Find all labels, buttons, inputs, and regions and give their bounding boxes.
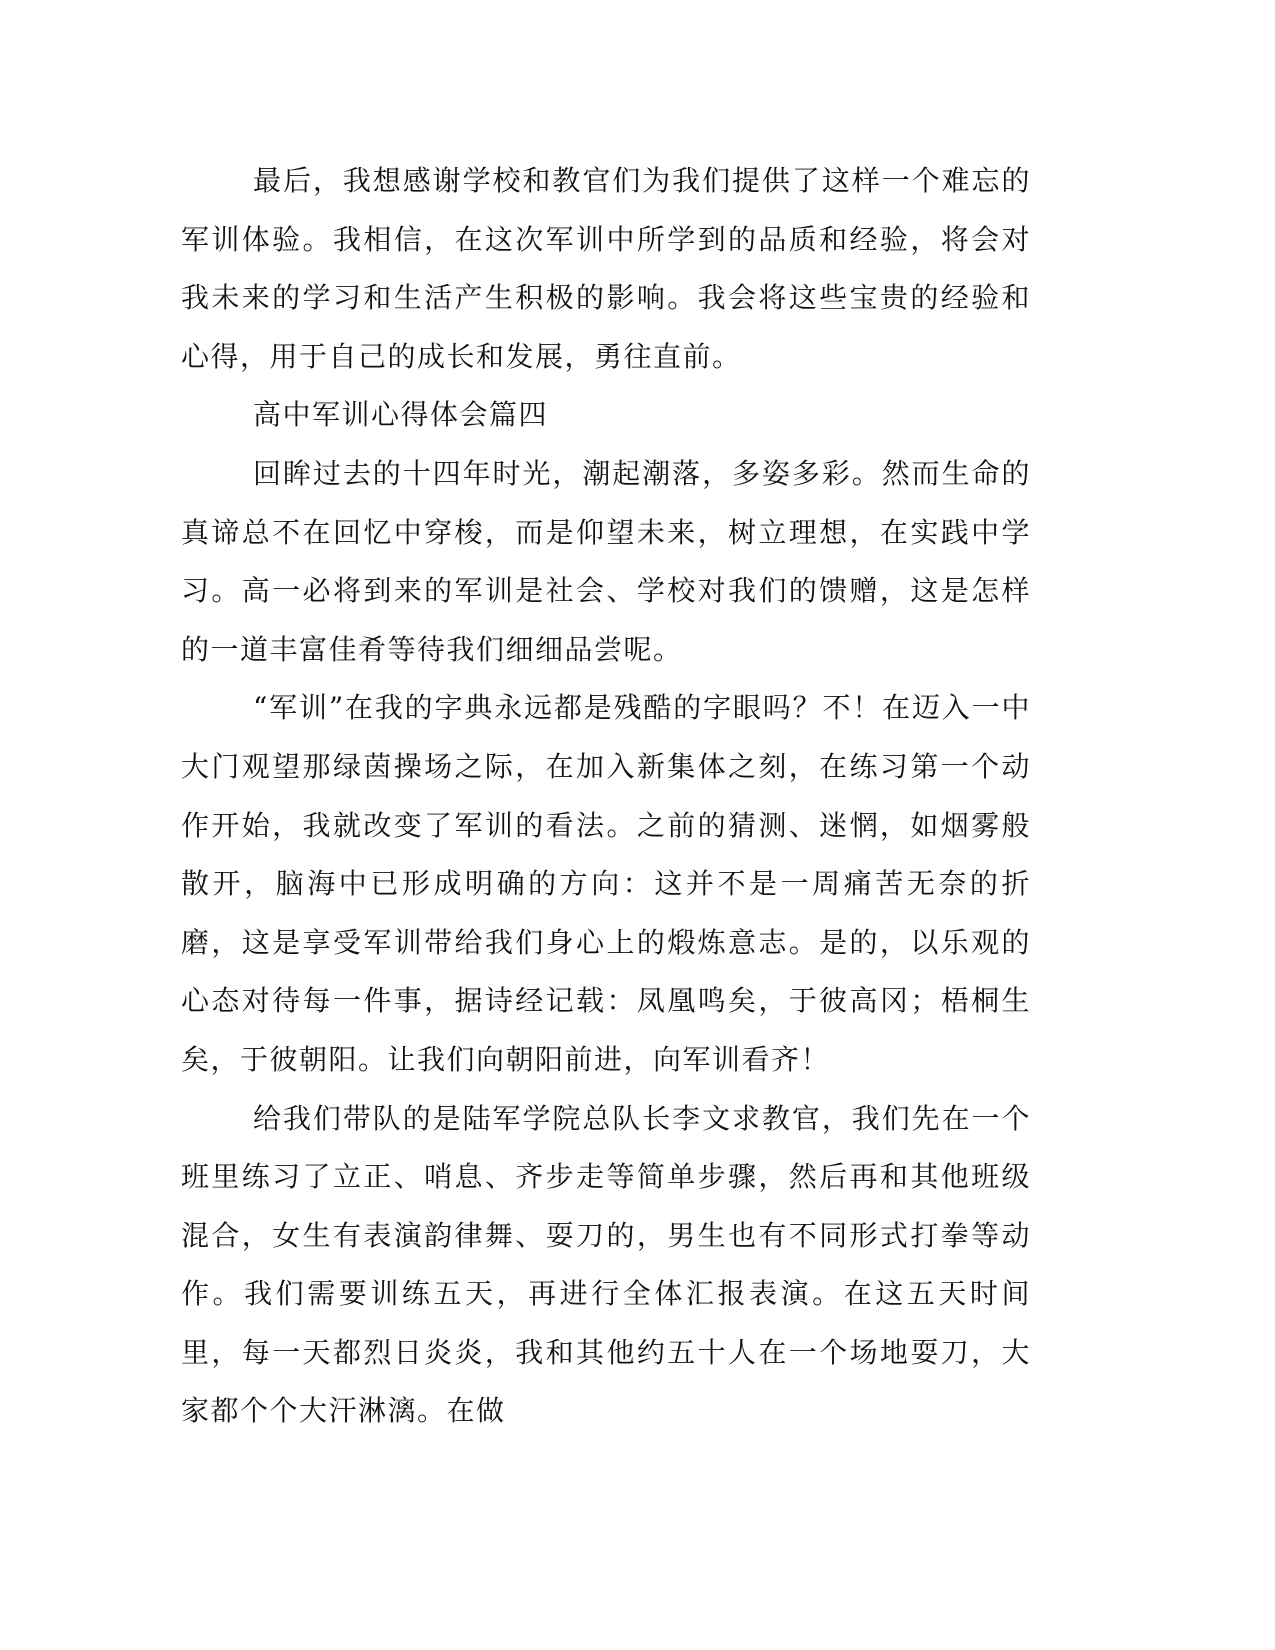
section-heading: 高中军训心得体会篇四 bbox=[253, 398, 549, 432]
paragraph-military-training-view: “军训”在我的字典永远都是残酷的字眼吗？不！在迈入一中大门观望那绿茵操场之际，在加入新集体之刻，在练习第一个动作开始，我就改变了军训的看法。之前的猜测、迷惘，如烟雾般散开，脑海中已形成明确的方向：这并不是一周痛苦无奈的折磨，这是享受军训带给我们身心上的煅炼意志。是的，以乐观的心态对待每一件事，据诗经记载：凤凰鸣矣，于彼高冈；梧桐生矣，于彼朝阳。让我们向朝阳前进，向军训看齐！ bbox=[181, 691, 1031, 1076]
paragraph-closing-thanks: 最后，我想感谢学校和教官们为我们提供了这样一个难忘的军训体验。我相信，在这次军训中所学到的品质和经验，将会对我未来的学习和生活产生积极的影响。我会将这些宝贵的经验和心得，用于自己的成长和发展，勇往直前。 bbox=[181, 164, 1031, 373]
paragraph-looking-back: 回眸过去的十四年时光，潮起潮落，多姿多彩。然而生命的真谛总不在回忆中穿梭，而是仰望未来，树立理想，在实践中学习。高一必将到来的军训是社会、学校对我们的馈赠，这是怎样的一道丰富佳肴等待我们细细品尝呢。 bbox=[181, 456, 1031, 666]
document-page bbox=[181, 152, 1031, 1441]
paragraph-instructor-training: 给我们带队的是陆军学院总队长李文求教官，我们先在一个班里练习了立正、哨息、齐步走等简单步骤，然后再和其他班级混合，女生有表演韵律舞、耍刀的，男生也有不同形式打拳等动作。我们需要训练五天，再进行全体汇报表演。在这五天时间里，每一天都烈日炎炎，我和其他约五十人在一个场地耍刀，大家都个个大汗淋漓。在做 bbox=[181, 1101, 1031, 1428]
